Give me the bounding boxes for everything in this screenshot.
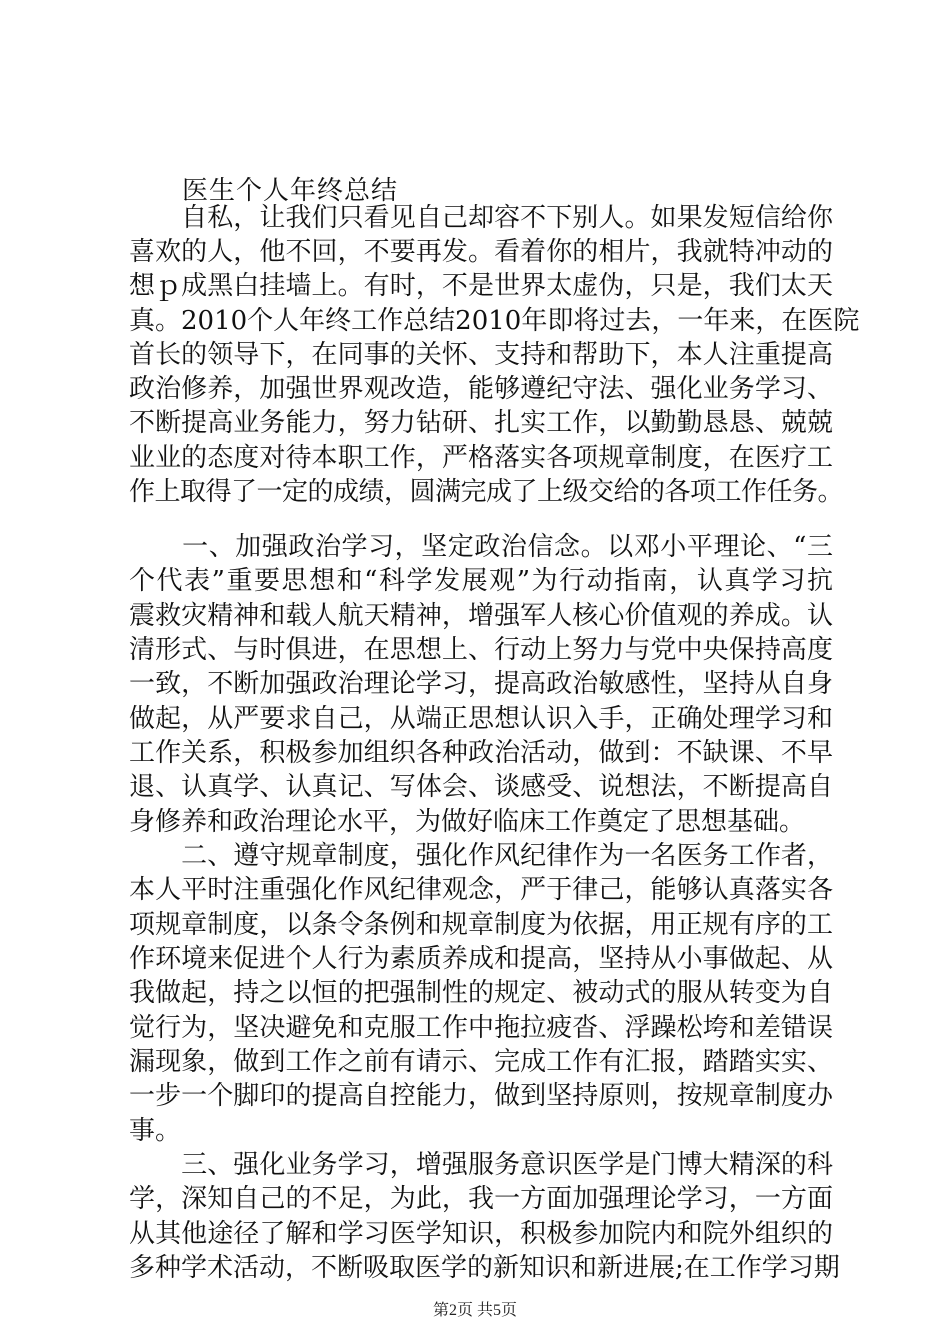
text-line: 清形式、与时俱进，在思想上、行动上努力与党中央保持高度	[129, 635, 833, 665]
text-line: 身修养和政治理论水平，为做好临床工作奠定了思想基础。	[129, 807, 806, 837]
text-line: 退、认真学、认真记、写体会、谈感受、说想法，不断提高自	[129, 772, 833, 802]
text-line: 学，深知自己的不足，为此，我一方面加强理论学习，一方面	[129, 1184, 833, 1214]
text-line: 喜欢的人，他不回，不要再发。看着你的相片，我就特冲动的	[129, 237, 833, 267]
text-line: 作环境来促进个人行为素质养成和提高，坚持从小事做起、从	[129, 944, 833, 974]
text-line: 政治修养，加强世界观改造，能够遵纪守法、强化业务学习、	[129, 374, 833, 404]
text-line: 作上取得了一定的成绩，圆满完成了上级交给的各项工作任务。	[129, 477, 844, 507]
text-line: 一步一个脚印的提高自控能力，做到坚持原则，按规章制度办	[129, 1081, 833, 1111]
text-line: 二、遵守规章制度，强化作风纪律作为一名医务工作者，	[129, 841, 833, 871]
text-line: 想ｐ成黑白挂墙上。有时，不是世界太虚伪，只是，我们太天	[129, 271, 833, 301]
text-line: 自私，让我们只看见自己却容不下别人。如果发短信给你	[129, 203, 833, 233]
text-line: 项规章制度，以条令条例和规章制度为依据，用正规有序的工	[129, 910, 833, 940]
text-line: 震救灾精神和载人航天精神，增强军人核心价值观的养成。认	[129, 601, 833, 631]
text-line: 觉行为，坚决避免和克服工作中拖拉疲沓、浮躁松垮和差错误	[129, 1013, 833, 1043]
document-title: 医生个人年终总结	[182, 176, 399, 206]
text-line: 工作关系，积极参加组织各种政治活动，做到：不缺课、不早	[129, 738, 833, 768]
text-line: 一、加强政治学习，坚定政治信念。以邓小平理论、“三	[129, 532, 833, 562]
page-footer: 第2页 共5页	[432, 1302, 517, 1319]
text-line: 从其他途径了解和学习医学知识，积极参加院内和院外组织的	[129, 1219, 833, 1249]
text-line: 三、强化业务学习，增强服务意识医学是门博大精深的科	[129, 1150, 833, 1180]
text-line: 个代表”重要思想和“科学发展观”为行动指南，认真学习抗	[129, 566, 833, 596]
text-line: 漏现象，做到工作之前有请示、完成工作有汇报，踏踏实实、	[129, 1047, 833, 1077]
text-line: 首长的领导下，在同事的关怀、支持和帮助下，本人注重提高	[129, 340, 833, 370]
text-line: 事。	[129, 1116, 182, 1146]
text-line: 一致，不断加强政治理论学习，提高政治敏感性，坚持从自身	[129, 669, 833, 699]
text-line: 不断提高业务能力，努力钻研、扎实工作，以勤勤恳恳、兢兢	[129, 408, 833, 438]
text-line: 做起，从严要求自己，从端正思想认识入手，正确处理学习和	[129, 704, 833, 734]
text-line: 我做起，持之以恒的把强制性的规定、被动式的服从转变为自	[129, 978, 833, 1008]
text-line: 业业的态度对待本职工作，严格落实各项规章制度，在医疗工	[129, 443, 833, 473]
text-line: 多种学术活动，不断吸取医学的新知识和新进展;在工作学习期	[129, 1253, 840, 1283]
text-line: 真。2010个人年终工作总结2010年即将过去，一年来，在医院	[129, 306, 860, 336]
text-line: 本人平时注重强化作风纪律观念，严于律己，能够认真落实各	[129, 875, 833, 905]
